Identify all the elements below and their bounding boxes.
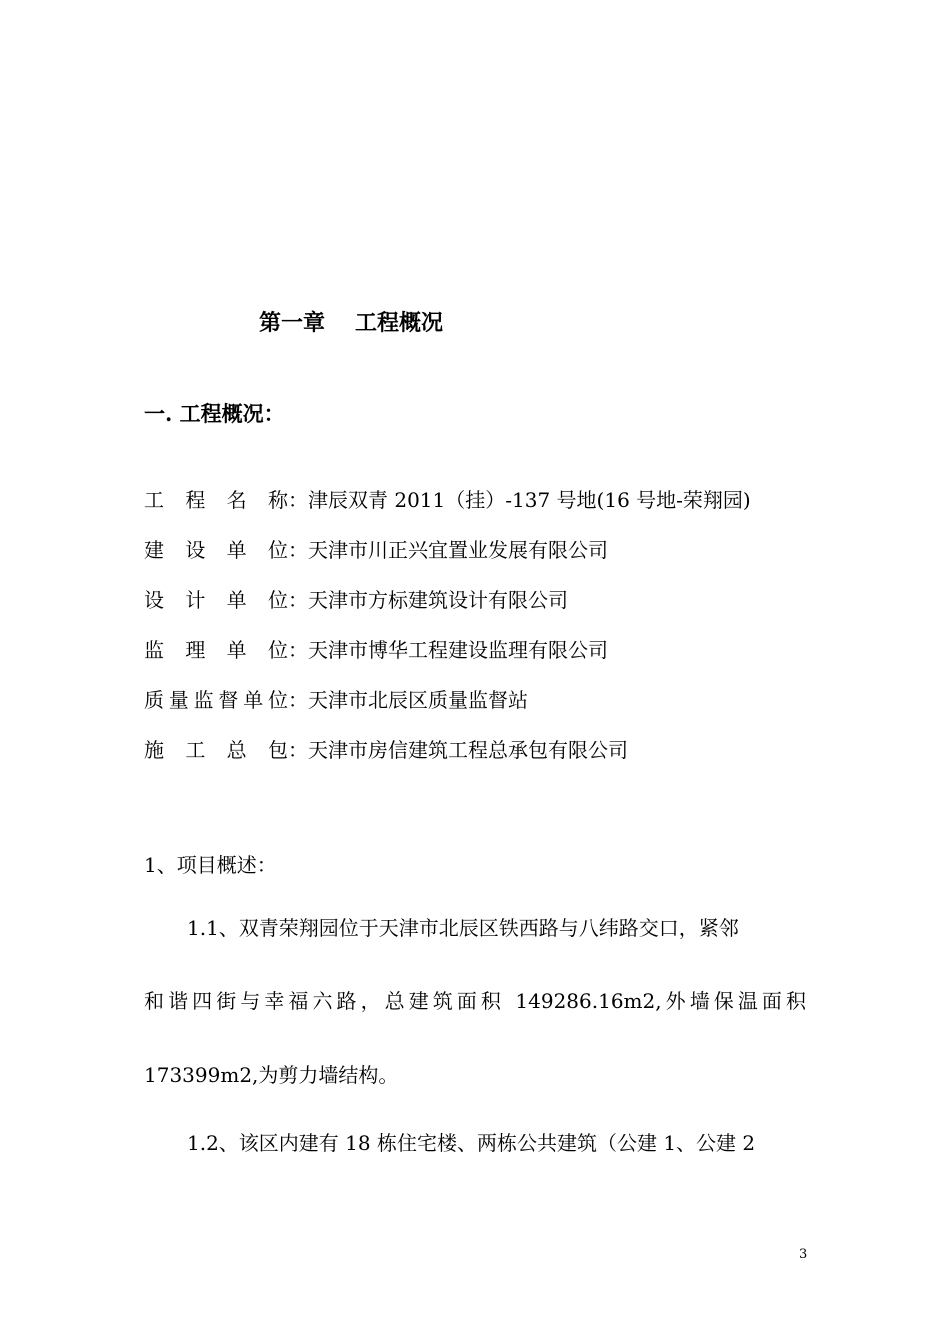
info-label: 设 计 单 位	[144, 588, 288, 612]
info-value: 津辰双青 2011（挂）-137 号地(16 号地-荣翔园)	[308, 488, 751, 512]
info-label: 监 理 单 位	[144, 638, 288, 662]
paragraph-1-line-3: 173399m2,为剪力墙结构。	[144, 1063, 399, 1087]
info-colon: ：	[288, 638, 308, 662]
chapter-title	[259, 306, 443, 340]
info-colon: ：	[288, 538, 308, 562]
paragraph-2-line-1: 1.2、该区内建有 18 栋住宅楼、两栋公共建筑（公建 1、公建 2	[187, 1131, 756, 1155]
chapter-number: 第一章	[259, 310, 326, 336]
info-row-project-name	[144, 485, 751, 515]
section-heading: 一. 工程概况：	[144, 401, 285, 426]
info-label: 建 设 单 位	[144, 538, 288, 562]
info-value: 天津市方标建筑设计有限公司	[308, 588, 568, 612]
info-row-developer	[144, 535, 608, 565]
paragraph-1-line-2: 和谐四街与幸福六路，总建筑面积 149286.16m2,外墙保温面积	[144, 989, 806, 1013]
info-colon: ：	[288, 738, 308, 762]
info-value: 天津市房信建筑工程总承包有限公司	[308, 738, 628, 762]
info-label: 工 程 名 称	[144, 488, 288, 512]
info-value: 天津市北辰区质量监督站	[308, 688, 528, 712]
info-row-supervisor	[144, 635, 608, 665]
info-label: 施 工 总 包	[144, 738, 288, 762]
info-row-quality-station	[144, 685, 528, 715]
info-row-contractor	[144, 735, 628, 765]
info-row-designer	[144, 585, 568, 615]
chapter-name: 工程概况	[355, 310, 444, 336]
info-label: 质 量 监 督 单 位	[144, 688, 288, 712]
info-colon: ：	[288, 688, 308, 712]
info-colon: ：	[288, 488, 308, 512]
info-value: 天津市川正兴宜置业发展有限公司	[308, 538, 608, 562]
project-overview-heading: 1、项目概述：	[144, 853, 277, 877]
info-value: 天津市博华工程建设监理有限公司	[308, 638, 608, 662]
page-number: 3	[799, 1247, 808, 1262]
info-colon: ：	[288, 588, 308, 612]
paragraph-1-line-1: 1.1、双青荣翔园位于天津市北辰区铁西路与八纬路交口，紧邻	[187, 916, 739, 940]
